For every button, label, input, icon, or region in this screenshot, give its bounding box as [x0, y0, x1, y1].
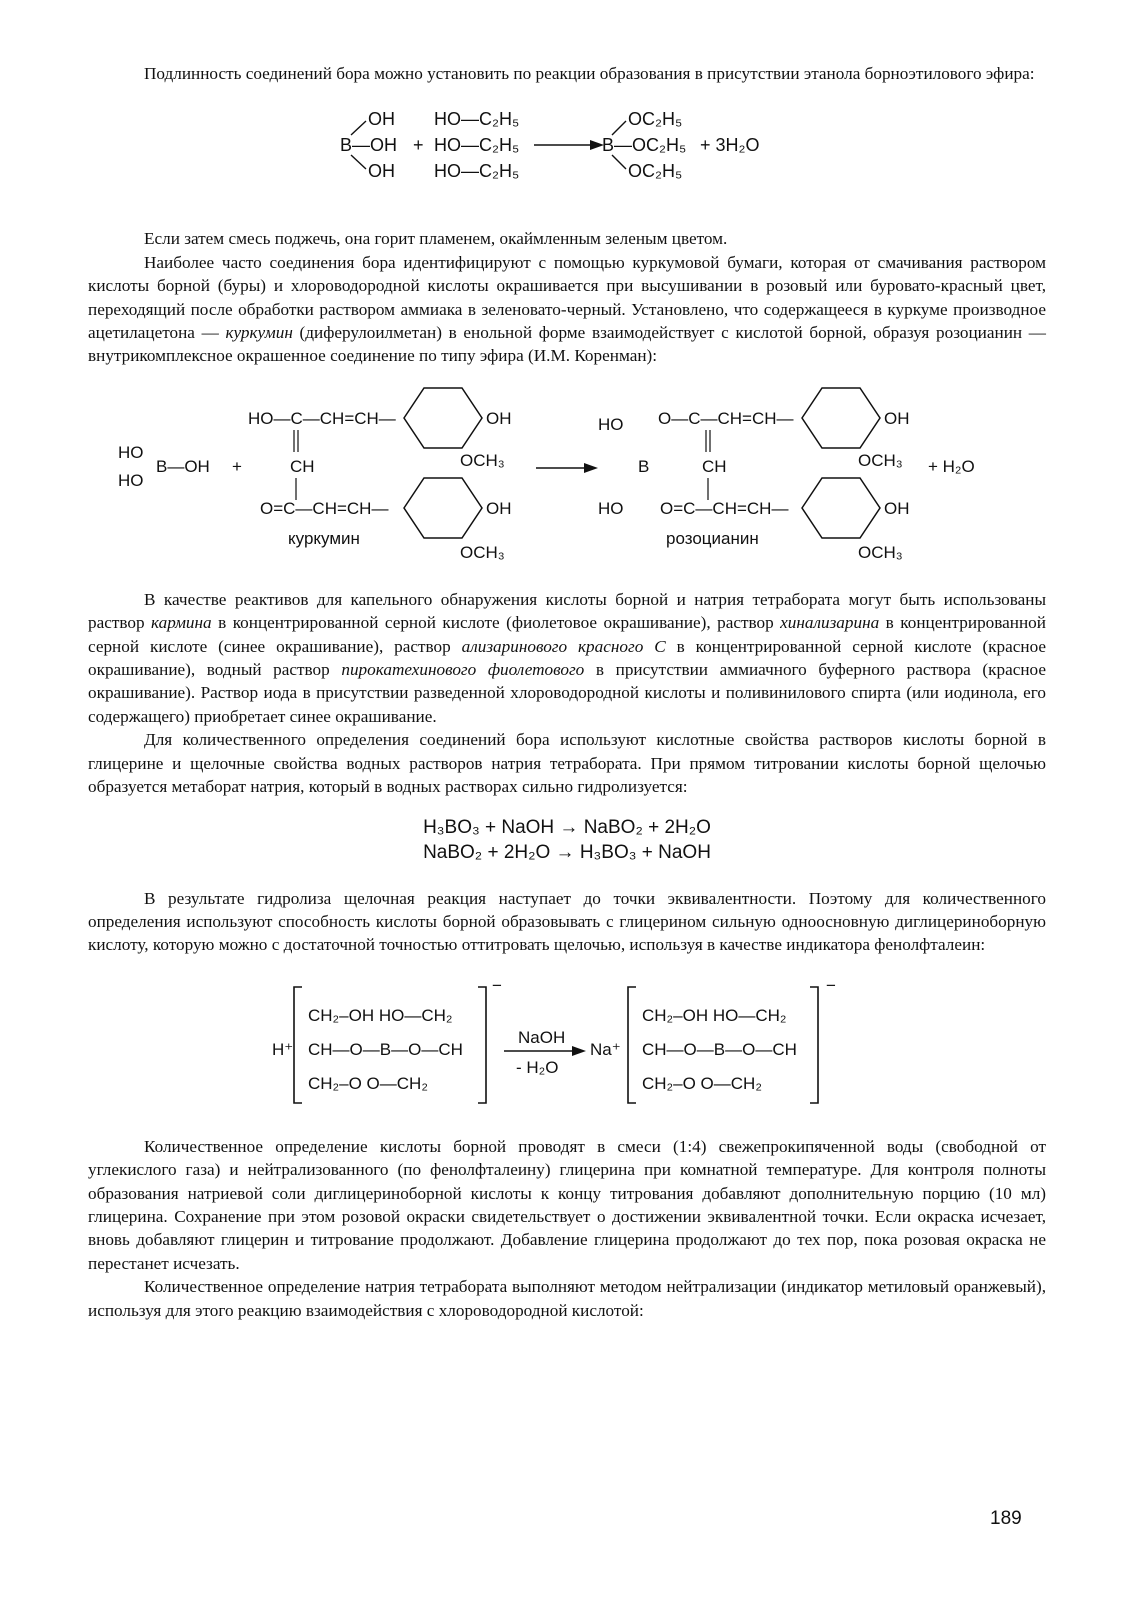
scheme-borno-ethyl-ester — [88, 85, 1046, 227]
scheme-curcumin-rosocyanin — [88, 368, 1046, 588]
s2-cur-row3: O=C—CH=CH— — [260, 498, 389, 518]
s1-b-oc2h5: B—OC₂H₅ — [602, 135, 687, 156]
s2-ros-ho-bot: HO — [598, 498, 624, 518]
s2-cur-och3-1: OCH₃ — [460, 450, 505, 470]
s1-oh-top: OH — [368, 109, 395, 130]
paragraph-1: Подлинность соединений бора можно установить по реакции образования в присутствии этанола борноэтилового эфира: — [144, 64, 1035, 83]
s3-reagent: NaOH — [518, 1027, 566, 1047]
s2-boric-ho-bot: HO — [118, 470, 144, 490]
s1-ethanol-3: HO—C₂H₅ — [434, 161, 520, 182]
paragraph-2: Если затем смесь поджечь, она горит пламенем, окаймленным зеленым цветом. — [144, 229, 728, 249]
s2-ros-ch: CH — [702, 456, 727, 476]
s2-ros-b: B — [638, 456, 650, 476]
s1-oc2h5-top: OC₂H₅ — [628, 109, 683, 130]
s2-boric-ho-top: HO — [118, 442, 144, 462]
s3-right-l3: CH₂–O O—CH₂ — [642, 1073, 762, 1093]
s2-ros-row1: O—C—CH=CH— — [658, 408, 794, 428]
s1-ethanol-2: HO—C₂H₅ — [434, 135, 520, 156]
scheme-diglycerinoboric-acid — [88, 957, 1046, 1135]
s1-oc2h5-bot: OC₂H₅ — [628, 161, 683, 182]
s3-right-l2: CH—O—B—O—CH — [642, 1039, 797, 1059]
s1-plus: + — [413, 135, 424, 156]
s1-ethanol-1: HO—C₂H₅ — [434, 109, 520, 130]
s2-boric-b-oh: B—OH — [156, 456, 210, 476]
paragraph-7: Количественное определение кислоты борной проводят в смеси (1:4) свежепрокипяченной воды (свободной от углекислого газа) и нейтрализованного (по фенолфталеину) глицерина при комнатной температуре. Для контроля полноты образования натриевой соли диглицериноборной кислоты к концу титрования добавляют дополнительную порцию (10 мл) глицерина. Сохранение при этом розовой окраски свидетельствует о достижении эквивалентной точки. Если окраска исчезает, вновь добавляют глицерин и титрование продолжают. Добавление глицерина продолжают до тех пор, пока розовая окраска не перестанет исчезать. — [88, 1136, 1046, 1273]
s2-ros-oh-1: OH — [884, 408, 910, 428]
s2-water: + H₂O — [928, 456, 975, 476]
paragraph-6: В результате гидролиза щелочная реакция наступает до точки эквивалентности. Поэтому для количественного определения используют способность кислоты борной образовывать с глицерином сильную одноосновную диглицериноборную кислоту, которую можно с достаточной точностью оттитровать щелочью, используя в качестве индикатора фенолфталеин: — [88, 888, 1046, 955]
s1-b-oh: B—OH — [340, 135, 398, 156]
paragraph-4: В качестве реактивов для капельного обнаружения кислоты борной и натрия тетрабората могут быть использованы раствор кармина в концентрированной серной кислоте (фиолетовое окрашивание), раствор хинализарина в концентрированной серной кислоте (синее окрашивание), раствор ализаринового красного С в концентрированной серной кислоте (красное окрашивание), водный раствор пирокатехинового фиолетового в присутствии аммиачного буферного раствора (красное окрашивание). Раствор иода в присутствии разведенной хлороводородной кислоты и поливинилового спирта (или иодинола, его содержащего) приобретает синее окрашивание. — [88, 589, 1047, 726]
s2-cur-ch: CH — [290, 456, 315, 476]
rosocyanin-label: розоцианин — [666, 528, 759, 548]
s2-cur-oh-1: OH — [486, 408, 512, 428]
equation-1: H₃BO₃ + NaOH → NaBO₂ + 2H₂O — [423, 816, 711, 838]
equation-2: NaBO₂ + 2H₂O → H₃BO₃ + NaOH — [423, 841, 711, 863]
s2-ros-och3-1: OCH₃ — [858, 450, 903, 470]
page-number: 189 — [990, 1508, 1022, 1529]
s3-minus-1: − — [492, 975, 502, 995]
s3-left-l3: CH₂–O O—CH₂ — [308, 1073, 428, 1093]
s2-cur-row1: HO—C—CH=CH— — [248, 408, 396, 428]
paragraph-8: Количественное определение натрия тетрабората выполняют методом нейтрализации (индикатор метиловый оранжевый), используя для этого реакцию взаимодействия с хлороводородной кислотой: — [88, 1277, 1046, 1320]
s3-na-plus: Na⁺ — [590, 1039, 621, 1059]
s3-left-l1: CH₂–OH HO—CH₂ — [308, 1005, 453, 1025]
s2-cur-och3-2: OCH₃ — [460, 542, 505, 562]
s1-water: + 3H₂O — [700, 135, 760, 156]
s3-left-l2: CH—O—B—O—CH — [308, 1039, 463, 1059]
paragraph-3: Наиболее часто соединения бора идентифицируют с помощью куркумовой бумаги, которая от смачивания раствором кислоты борной (буры) и хлороводородной кислоты окрашивается при высушивании в розовый или буровато-красный цвет, переходящий после обработки раствором аммиака в зеленовато-черный. Установлено, что содержащееся в куркуме производное ацетилацетона — куркумин (диферулоилметан) в енольной форме взаимодействует с кислотой борной, образуя розоцианин — внутрикомплексное окрашенное соединение по типу эфира (И.М. Коренман): — [88, 252, 1046, 366]
s3-minus-2: − — [826, 975, 836, 995]
curcumin-label: куркумин — [288, 528, 360, 548]
s2-ros-oh-2: OH — [884, 498, 910, 518]
s2-ros-row3: O=C—CH=CH— — [660, 498, 789, 518]
s3-right-l1: CH₂–OH HO—CH₂ — [642, 1005, 787, 1025]
s3-h-plus: H⁺ — [272, 1039, 294, 1059]
paragraph-5: Для количественного определения соединений бора используют кислотные свойства растворов кислоты борной в глицерине и щелочные свойства водных растворов натрия тетрабората. При прямом титровании кислоты борной щелочью образуется метаборат натрия, который в водных растворах сильно гидролизуется: — [88, 730, 1046, 797]
s2-plus: + — [232, 456, 242, 476]
s3-byproduct: - H₂O — [516, 1057, 559, 1077]
s2-cur-oh-2: OH — [486, 498, 512, 518]
s2-ros-ho-top: HO — [598, 414, 624, 434]
s1-oh-bot: OH — [368, 161, 395, 182]
s2-ros-och3-2: OCH₃ — [858, 542, 903, 562]
